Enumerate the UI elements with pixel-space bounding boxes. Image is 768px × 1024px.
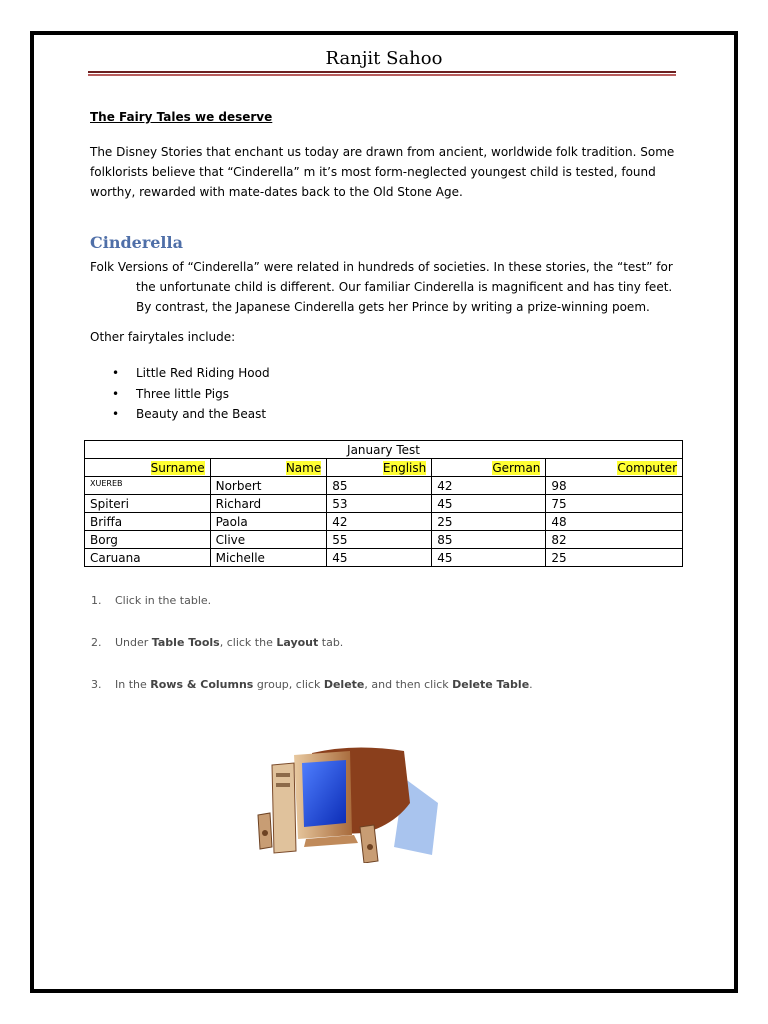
- list-item: • Little Red Riding Hood: [112, 363, 270, 384]
- table-cell[interactable]: 42: [432, 477, 546, 495]
- table-caption: January Test: [85, 441, 683, 459]
- table-cell[interactable]: 85: [432, 531, 546, 549]
- page-header-title: Ranjit Sahoo: [325, 48, 443, 69]
- table-row: [85, 513, 683, 531]
- table-cell[interactable]: Briffa: [85, 513, 211, 531]
- computer-clipart-icon: [254, 743, 442, 863]
- cinderella-heading: Cinderella: [90, 233, 183, 252]
- step-3: 3. In the Rows & Columns group, click Delete, and then click Delete Table.: [91, 678, 533, 691]
- table-cell[interactable]: Borg: [85, 531, 211, 549]
- cinderella-paragraph: Folk Versions of “Cinderella” were related in hundreds of societies. In these stories, the “test” for the unfortunate child is different. Our familiar Cinderella is magnificent and has tiny feet. By contrast, the Japanese Cinderella gets her Prince by writing a prize-winning poem.: [90, 260, 673, 314]
- table-row: [85, 477, 683, 495]
- table-cell[interactable]: 45: [432, 495, 546, 513]
- bullet-icon: •: [112, 386, 120, 401]
- table-cell[interactable]: 45: [432, 549, 546, 567]
- table-cell[interactable]: Paola: [210, 513, 327, 531]
- table-caption-row: [85, 441, 683, 459]
- other-fairytales-label: Other fairytales include:: [90, 330, 236, 344]
- table-row: [85, 495, 683, 513]
- column-header-surname[interactable]: Surname: [85, 459, 211, 477]
- table-cell[interactable]: 25: [546, 549, 683, 567]
- intro-paragraph: The Disney Stories that enchant us today are drawn from ancient, worldwide folk tradition. Some folklorists believe that “Cinderella” m it’s most form-neglected youngest child is tested, found worthy, rewarded with mate-dates back to the Old Stone Age.: [90, 145, 675, 199]
- table-cell[interactable]: XUEREB: [85, 477, 211, 495]
- table-cell[interactable]: 42: [327, 513, 432, 531]
- column-header-computer[interactable]: Computer: [546, 459, 683, 477]
- table-cell[interactable]: 45: [327, 549, 432, 567]
- table-cell[interactable]: Spiteri: [85, 495, 211, 513]
- header-rule: [88, 71, 676, 77]
- list-item: • Beauty and the Beast: [112, 404, 270, 425]
- column-header-english[interactable]: English: [327, 459, 432, 477]
- bullet-icon: •: [112, 407, 120, 421]
- table-cell[interactable]: 82: [546, 531, 683, 549]
- table-cell[interactable]: Richard: [210, 495, 327, 513]
- column-header-name[interactable]: Name: [210, 459, 327, 477]
- column-header-german[interactable]: German: [432, 459, 546, 477]
- january-test-table[interactable]: [84, 440, 683, 567]
- step-2: 2. Under Table Tools, click the Layout tab.: [91, 636, 344, 649]
- table-cell[interactable]: 85: [327, 477, 432, 495]
- table-cell[interactable]: Michelle: [210, 549, 327, 567]
- table-cell[interactable]: Clive: [210, 531, 327, 549]
- table-header-row: [85, 459, 683, 477]
- table-cell[interactable]: 75: [546, 495, 683, 513]
- fairytale-list: [112, 363, 270, 425]
- table-cell[interactable]: 53: [327, 495, 432, 513]
- table-cell[interactable]: 48: [546, 513, 683, 531]
- section-heading: The Fairy Tales we deserve: [90, 110, 273, 124]
- table-cell[interactable]: 25: [432, 513, 546, 531]
- table-row: [85, 531, 683, 549]
- table-cell[interactable]: Caruana: [85, 549, 211, 567]
- step-1: 1. Click in the table.: [91, 594, 212, 607]
- bullet-icon: •: [112, 366, 120, 380]
- list-item: • Three little Pigs: [112, 384, 270, 405]
- table-row: [85, 549, 683, 567]
- table-cell[interactable]: 98: [546, 477, 683, 495]
- table-cell[interactable]: 55: [327, 531, 432, 549]
- table-cell[interactable]: Norbert: [210, 477, 327, 495]
